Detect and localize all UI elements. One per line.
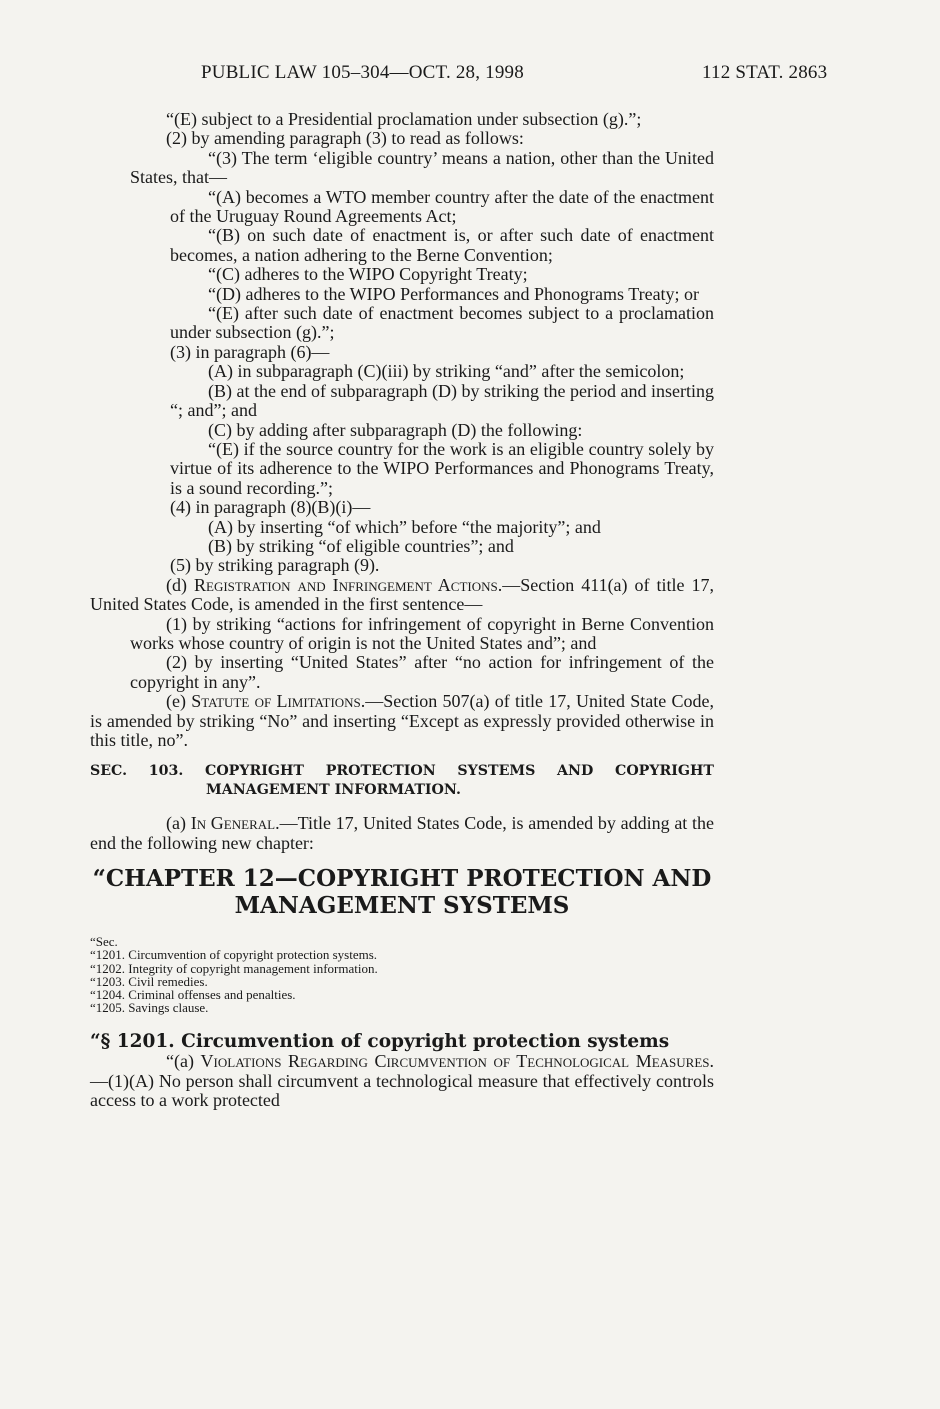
toc-item: “1205. Savings clause. (90, 1000, 209, 1016)
section-label: SEC. 103. (90, 763, 184, 780)
section-title: COPYRIGHT PROTECTION SYSTEMS AND COPYRIGHT MANAGEMENT INFORMATION. (205, 763, 714, 799)
paragraph: “(D) adheres to the WIPO Performances and Phonograms Treaty; or (208, 283, 700, 304)
toc-item: “1201. Circumvention of copyright protection systems. (90, 947, 378, 963)
paragraph: (3) in paragraph (6)— (170, 341, 330, 362)
running-header-left: PUBLIC LAW 105–304—OCT. 28, 1998 (201, 62, 524, 83)
paragraph: “(A) becomes a WTO member country after the date of the enactment of the Uruguay Round Agreements Act; (170, 186, 714, 227)
paragraph: (A) in subparagraph (C)(iii) by striking “and” after the semicolon; (208, 361, 685, 382)
toc-label: “Sec. (90, 934, 118, 950)
chapter-title: “CHAPTER 12—COPYRIGHT PROTECTION AND MANAGEMENT SYSTEMS (92, 865, 712, 920)
violations-label: “(a) (166, 1051, 194, 1072)
section-1201-text (90, 1052, 714, 1110)
paragraph: (2) by amending paragraph (3) to read as follows: (166, 128, 524, 149)
paragraph: (4) in paragraph (8)(B)(i)— (170, 497, 371, 518)
subsection-d-label: (d) (166, 574, 187, 595)
section-heading (90, 762, 714, 800)
toc-item: “1202. Integrity of copyright management information. (90, 960, 378, 976)
paragraph: (B) by striking “of eligible countries”; and (208, 535, 514, 556)
paragraph: “(3) The term ‘eligible country’ means a nation, other than the United States, that— (130, 147, 714, 188)
subsection-d-heading: Registration and Infringement Actions. (194, 574, 503, 595)
violations-text: —(1)(A) No person shall circumvent a technological measure that effectively controls access to a work protected (90, 1070, 714, 1111)
subsection-a (90, 814, 714, 853)
toc-item: “1204. Criminal offenses and penalties. (90, 987, 296, 1003)
paragraph: (B) at the end of subparagraph (D) by striking the period and inserting “; and”; and (170, 380, 714, 421)
subsection-e-label: (e) (166, 691, 186, 712)
running-header-right: 112 STAT. 2863 (702, 62, 828, 83)
paragraph: (2) by inserting “United States” after “no action for infringement of the copyright in any”. (130, 652, 714, 692)
subsection-d (90, 576, 714, 615)
paragraph: “(C) adheres to the WIPO Copyright Treaty; (208, 264, 528, 285)
subsection-a-label: (a) (166, 813, 186, 834)
section-1201-heading: “§ 1201. Circumvention of copyright protection systems (90, 1031, 670, 1053)
table-of-contents (90, 935, 714, 1014)
paragraph: “(E) if the source country for the work is an eligible country solely by virtue of its adherence to the WIPO Performances and Phonograms Treaty, is a sound recording.”; (170, 438, 714, 498)
page-body (90, 110, 714, 1111)
paragraph: (A) by inserting “of which” before “the majority”; and (208, 516, 601, 537)
subsection-e-text: —Section 507(a) of title 17, United State Code, is amended by striking “No” and inserting “Except as expressly provided otherwise in this title, no”. (90, 691, 715, 750)
paragraph: (1) by striking “actions for infringement of copyright in Berne Convention works whose country of origin is not the United States and”; and (130, 613, 714, 653)
violations-heading: Violations Regarding Circumvention of Technological Measures. (200, 1051, 714, 1072)
paragraph: (5) by striking paragraph (9). (170, 555, 380, 576)
subsection-a-text: —Title 17, United States Code, is amended by adding at the end the following new chapter: (90, 813, 715, 853)
paragraph: “(E) after such date of enactment becomes subject to a proclamation under subsection (g).”; (170, 303, 714, 343)
paragraph: “(B) on such date of enactment is, or after such date of enactment becomes, a nation adhering to the Berne Convention; (170, 225, 714, 265)
subsection-a-heading: In General. (190, 813, 280, 834)
subsection-e (90, 692, 714, 750)
paragraph: (C) by adding after subparagraph (D) the following: (208, 419, 583, 440)
subsection-d-text: —Section 411(a) of title 17, United States Code, is amended in the first sentence— (90, 574, 714, 615)
paragraph: “(E) subject to a Presidential proclamation under subsection (g).”; (166, 109, 642, 129)
toc-item: “1203. Civil remedies. (90, 973, 208, 989)
subsection-e-heading: Statute of Limitations. (191, 691, 366, 712)
